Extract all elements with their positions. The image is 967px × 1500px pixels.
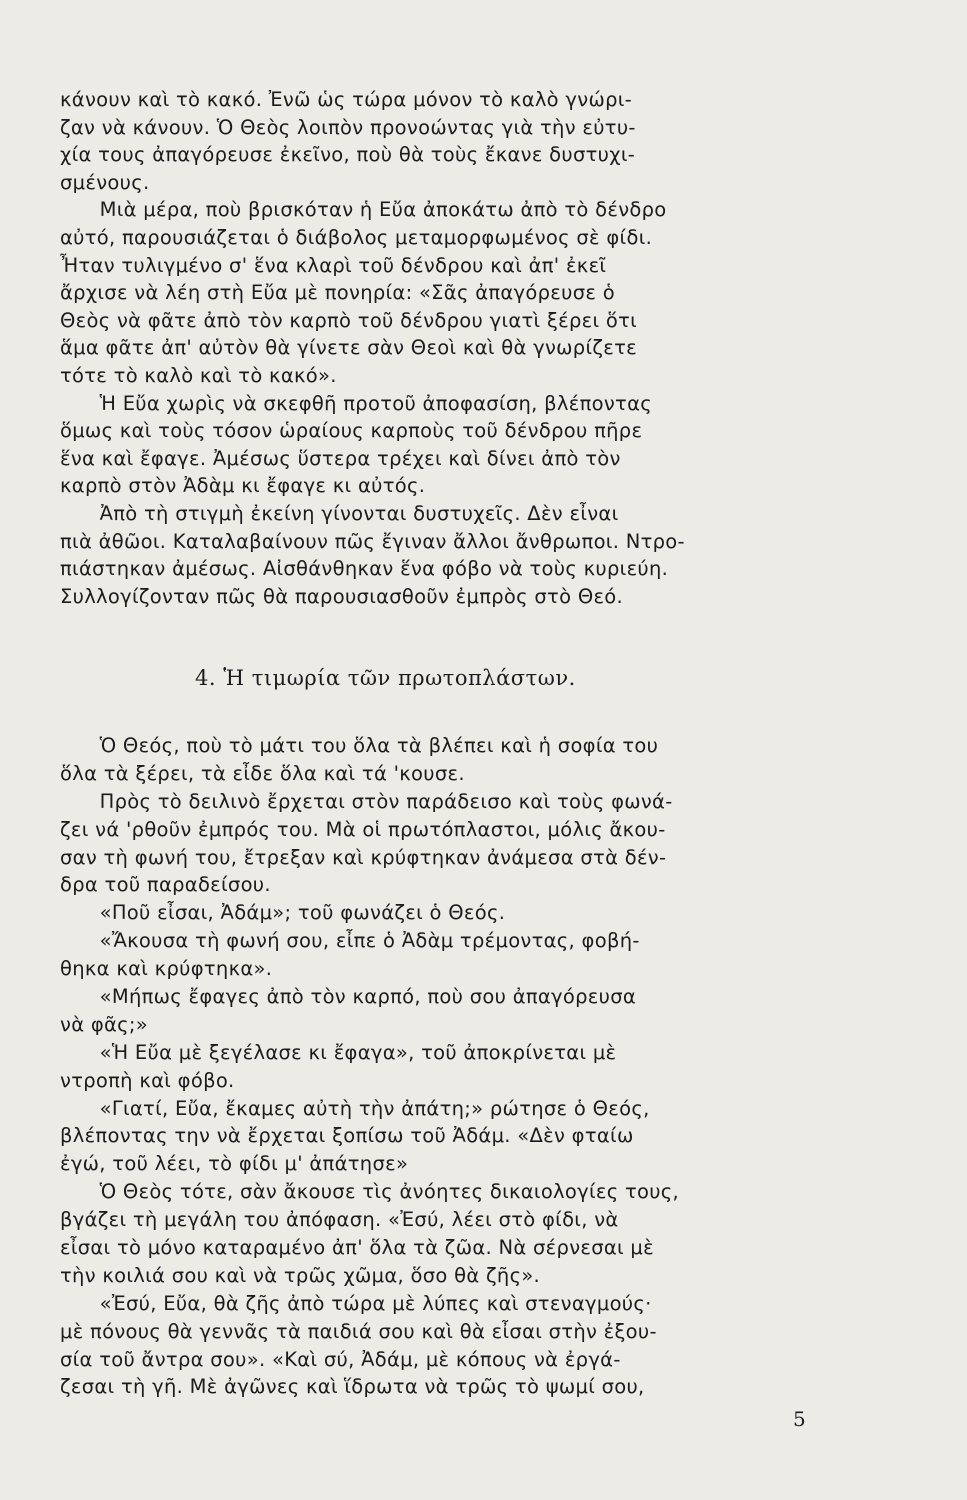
text-line: ἄρχισε νὰ λέη στὴ Εὔα μὲ πονηρία: «Σᾶς ἀπαγόρευσε ὁ [60, 281, 615, 305]
text-line: νὰ φᾶς;» [60, 1012, 149, 1036]
text-line: ζει νά 'ρθοῦν ἐμπρός του. Μὰ οἱ πρωτόπλαστοι, μόλις ἄκου- [60, 817, 666, 841]
text-line: σαν τὴ φωνή του, ἔτρεξαν καὶ κρύφτηκαν ἀνάμεσα στὰ δέν- [60, 845, 667, 869]
text-line: ζαν νὰ κάνουν. Ὁ Θεὸς λοιπὸν προνοώντας γιὰ τὴν εὐτυ- [60, 115, 636, 139]
section-heading: 4. Ἡ τιμωρία τῶν πρωτοπλάστων. [195, 666, 576, 690]
text-line: σμένους. [60, 170, 150, 194]
text-line: Ὁ Θεὸς τότε, σὰν ἄκουσε τὶς ἀνόητες δικαιολογίες τους, [60, 1180, 680, 1204]
text-line: Θεὸς νὰ φᾶτε ἀπὸ τὸν καρπὸ τοῦ δένδρου γιατὶ ξέρει ὅτι [60, 308, 638, 332]
text-line: Ἡ Εὔα χωρὶς νὰ σκεφθῆ προτοῦ ἀποφασίση, βλέποντας [60, 391, 652, 415]
text-line: «Ἡ Εὔα μὲ ξεγέλασε κι ἔφαγα», τοῦ ἀποκρίνεται μὲ [60, 1040, 617, 1064]
text-line: ἕνα καὶ ἔφαγε. Ἀμέσως ὕστερα τρέχει καὶ δίνει ἀπὸ τὸν [60, 446, 621, 470]
text-line: βγάζει τὴ μεγάλη του ἀπόφαση. «Ἐσύ, λέει στὸ φίδι, νὰ [60, 1208, 619, 1232]
text-line: «Γιατί, Εὔα, ἔκαμες αὐτὴ τὴν ἀπάτη;» ρώτησε ὁ Θεός, [60, 1096, 650, 1120]
text-line: εἶσαι τὸ μόνο καταραμένο ἀπ' ὅλα τὰ ζῶα. Νὰ σέρνεσαι μὲ [60, 1236, 654, 1260]
text-line: πιὰ ἀθῶοι. Καταλαβαίνουν πῶς ἔγιναν ἄλλοι ἄνθρωποι. Ντρο- [60, 529, 685, 553]
text-line: Ἀπὸ τὴ στιγμὴ ἐκείνη γίνονται δυστυχεῖς. Δὲν εἶναι [60, 501, 619, 525]
text-block-top [60, 86, 815, 610]
text-line: ὅμως καὶ τοὺς τόσον ὡραίους καρποὺς τοῦ δένδρου πῆρε [60, 419, 643, 443]
text-line: βλέποντας την νὰ ἔρχεται ξοπίσω τοῦ Ἀδάμ. «Δὲν φταίω [60, 1124, 634, 1148]
text-block-bottom [60, 732, 815, 1401]
text-line: Πρὸς τὸ δειλινὸ ἔρχεται στὸν παράδεισο καὶ τοὺς φωνά- [60, 789, 673, 813]
text-line: Συλλογίζονταν πῶς θὰ παρουσιασθοῦν ἐμπρὸς στὸ Θεό. [60, 584, 624, 608]
text-line: ζεσαι τὴ γῆ. Μὲ ἀγῶνες καὶ ἵδρωτα νὰ τρῶς τὸ ψωμί σου, [60, 1375, 645, 1399]
text-line: ἐγώ, τοῦ λέει, τὸ φίδι μ' ἀπάτησε» [60, 1152, 409, 1176]
text-line: ἅμα φᾶτε ἀπ' αὐτὸν θὰ γίνετε σὰν Θεοὶ καὶ θὰ γνωρίζετε [60, 336, 638, 360]
text-line: Ὁ Θεός, ποὺ τὸ μάτι του ὅλα τὰ βλέπει καὶ ἡ σοφία του [60, 734, 659, 757]
text-line: «Ἄκουσα τὴ φωνή σου, εἶπε ὁ Ἀδὰμ τρέμοντας, φοβή- [60, 929, 640, 953]
text-line: σία τοῦ ἄντρα σου». «Καὶ σύ, Ἀδάμ, μὲ κόπους νὰ ἐργά- [60, 1347, 621, 1371]
text-line: χία τους ἀπαγόρευσε ἐκεῖνο, ποὺ θὰ τοὺς ἔκανε δυστυχι- [60, 143, 636, 167]
text-line: τὴν κοιλιά σου καὶ νὰ τρῶς χῶμα, ὅσο θὰ ζῆς». [60, 1263, 541, 1287]
page-number: 5 [793, 1407, 806, 1431]
text-line: μὲ πόνους θὰ γεννᾶς τὰ παιδιά σου καὶ θὰ εἶσαι στὴν ἐξου- [60, 1319, 657, 1343]
text-line: πιάστηκαν ἀμέσως. Αἰσθάνθηκαν ἕνα φόβο νὰ τοὺς κυριεύη. [60, 557, 669, 581]
text-line: τότε τὸ καλὸ καὶ τὸ κακό». [60, 363, 337, 387]
text-line: κάνουν καὶ τὸ κακό. Ἐνῶ ὡς τώρα μόνον τὸ καλὸ γνώρι- [60, 88, 632, 111]
text-line: καρπὸ στὸν Ἀδὰμ κι ἔφαγε κι αὐτός. [60, 474, 426, 498]
text-line: αὐτό, παρουσιάζεται ὁ διάβολος μεταμορφωμένος σὲ φίδι. [60, 225, 653, 249]
text-line: ντροπὴ καὶ φόβο. [60, 1068, 235, 1092]
text-line: «Ποῦ εἶσαι, Ἀδάμ»; τοῦ φωνάζει ὁ Θεός. [60, 901, 506, 925]
text-line: Μιὰ μέρα, ποὺ βρισκόταν ἡ Εὔα ἀποκάτω ἀπὸ τὸ δένδρο [60, 198, 667, 222]
text-line: θηκα καὶ κρύφτηκα». [60, 957, 273, 981]
text-line: «Μήπως ἔφαγες ἀπὸ τὸν καρπό, ποὺ σου ἀπαγόρευσα [60, 985, 637, 1009]
text-line: ὅλα τὰ ξέρει, τὰ εἶδε ὅλα καὶ τά 'κουσε. [60, 761, 465, 785]
text-line: δρα τοῦ παραδείσου. [60, 873, 271, 897]
text-line: Ἦταν τυλιγμένο σ' ἕνα κλαρὶ τοῦ δένδρου καὶ ἀπ' ἐκεῖ [60, 253, 607, 277]
text-line: «Ἐσύ, Εὔα, θὰ ζῆς ἀπὸ τώρα μὲ λύπες καὶ στεναγμούς· [60, 1291, 652, 1315]
